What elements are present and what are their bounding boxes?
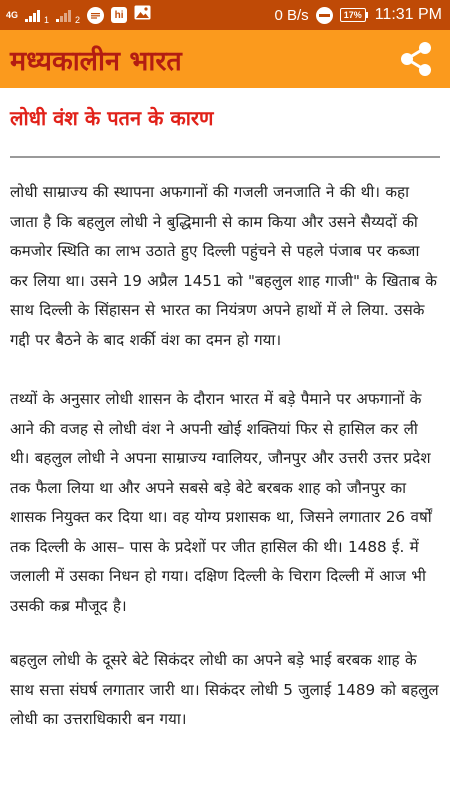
article-body [10, 178, 442, 735]
app-title: मध्यकालीन भारत [10, 45, 182, 77]
status-bar-left [6, 5, 151, 25]
article-paragraph: बहलुल लोधी के दूसरे बेटे सिकंदर लोधी का अपने बड़े भाई बरबक शाह के साथ सत्ता संघर्ष लगातार जारी था। सिकंदर लोधी 5 जुलाई 1489 को बहलुल लोधी का उत्तराधिकारी बन गया। [10, 651, 439, 728]
status-bar-right [275, 6, 443, 24]
gallery-icon [134, 5, 151, 25]
title-divider [10, 156, 440, 158]
article-content[interactable] [0, 88, 450, 800]
app-bar [0, 30, 450, 88]
chat-icon [87, 7, 104, 24]
sim-slot-2: 2 [75, 15, 81, 25]
article-title: लोधी वंश के पतन के कारण [10, 106, 214, 130]
clock: 11:31 PM [374, 6, 442, 23]
battery-level: 17% [340, 8, 366, 22]
do-not-disturb-icon [316, 7, 333, 24]
signal-icon [25, 8, 40, 22]
status-bar [0, 0, 450, 30]
battery-icon [340, 8, 368, 22]
article-paragraph: लोधी साम्राज्य की स्थापना अफगानों की गजली जनजाति ने की थी। कहा जाता है कि बहलुल लोधी ने बुद्धिमानी से काम किया और उसने सैय्यदों की कमजोर स्थिति का लाभ उठाते हुए दिल्ली पहुंचने से पहले पंजाब पर कब्जा कर लिया था। उसने 19 अप्रैल 1451 को "बहलुल शाह गाजी" के खिताब के साथ दिल्ली के सिंहासन से भारत का नियंत्रण अपने हाथों में ले लिया. उसके गद्दी पर बैठने के बाद शर्की वंश का दमन हो गया। [10, 183, 437, 349]
share-icon[interactable] [396, 39, 436, 79]
signal-icon-2 [56, 8, 71, 22]
hi-icon: hi [111, 7, 127, 23]
sim-slot-1: 1 [44, 15, 50, 25]
network-type: 4G [6, 9, 19, 20]
article-paragraph: तथ्यों के अनुसार लोधी शासन के दौरान भारत में बड़े पैमाने पर अफगानों के आने की वजह से लोधी वंश ने अपनी खोई शक्तियां फिर से हासिल कर ली थी। बहलुल लोधी ने अपना साम्राज्य ग्वालियर, जौनपुर और उत्तरी उत्तर प्रदेश तक फैला लिया था और अपने सबसे बड़े बेटे बरबक शाह को जौनपुर का शासक नियुक्त कर दिया था। वह योग्य प्रशासक था, जिसने लगातार 26 वर्षों तक दिल्ली के आस– पास के प्रदेशों पर जीत हासिल की थी। 1488 ई. में जलाली में उसका निधन हो गया। दक्षिण दिल्ली के चिराग दिल्ली में आज भी उसकी कब्र मौजूद है। [10, 390, 432, 615]
data-speed: 0 B/s [274, 6, 309, 24]
